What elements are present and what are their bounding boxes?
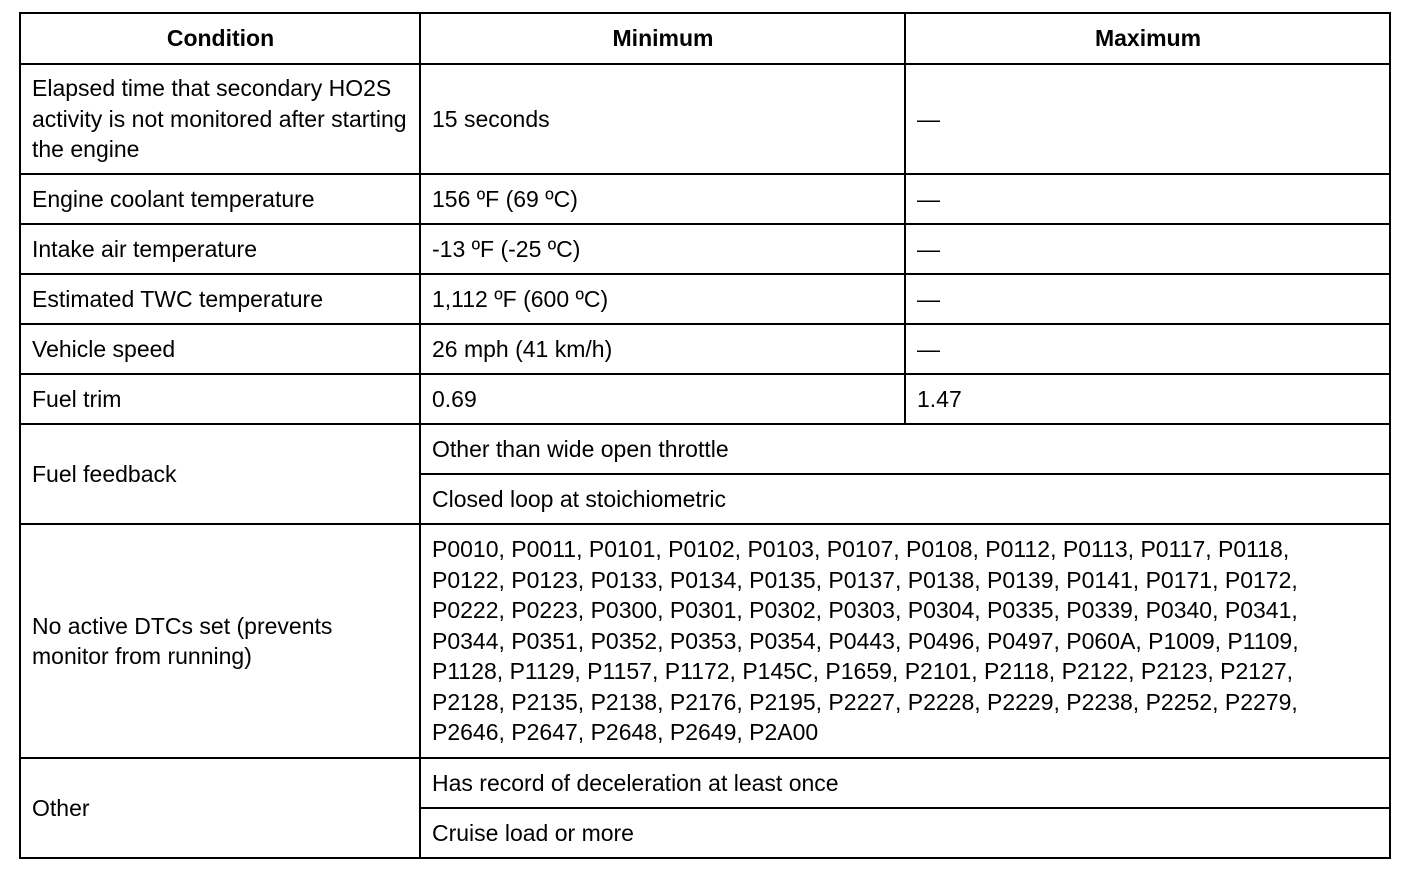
condition-cell: Fuel trim (20, 374, 420, 424)
minimum-cell: 0.69 (420, 374, 905, 424)
value-cell: Closed loop at stoichiometric (420, 474, 1390, 524)
value-cell: Has record of deceleration at least once (420, 758, 1390, 808)
table-row (20, 324, 1390, 374)
minimum-cell: 156 ºF (69 ºC) (420, 174, 905, 224)
table-row (20, 174, 1390, 224)
minimum-cell: 26 mph (41 km/h) (420, 324, 905, 374)
table-row (20, 524, 1390, 758)
condition-cell: Engine coolant temperature (20, 174, 420, 224)
dtc-list-cell (420, 524, 1390, 758)
header-minimum: Minimum (420, 13, 905, 64)
table-row (20, 758, 1390, 808)
header-maximum: Maximum (905, 13, 1390, 64)
dtc-line: P1128, P1129, P1157, P1172, P145C, P1659, P2101, P2118, P2122, P2123, P2127, (432, 658, 1294, 685)
header-row (20, 13, 1390, 64)
maximum-cell: 1.47 (905, 374, 1390, 424)
minimum-cell: 15 seconds (420, 64, 905, 174)
table-row (20, 64, 1390, 174)
dtc-line: P0222, P0223, P0300, P0301, P0302, P0303, P0304, P0335, P0339, P0340, P0341, (432, 597, 1298, 624)
table-row (20, 424, 1390, 474)
value-cell: Other than wide open throttle (420, 424, 1390, 474)
maximum-cell: — (905, 324, 1390, 374)
condition-cell: Vehicle speed (20, 324, 420, 374)
condition-cell: No active DTCs set (prevents monitor from running) (20, 524, 420, 758)
maximum-cell: — (905, 64, 1390, 174)
condition-cell: Fuel feedback (20, 424, 420, 524)
conditions-table (19, 12, 1391, 859)
maximum-cell: — (905, 274, 1390, 324)
header-condition: Condition (20, 13, 420, 64)
value-cell: Cruise load or more (420, 808, 1390, 858)
maximum-cell: — (905, 224, 1390, 274)
maximum-cell: — (905, 174, 1390, 224)
table-row (20, 374, 1390, 424)
condition-cell: Intake air temperature (20, 224, 420, 274)
condition-cell: Estimated TWC temperature (20, 274, 420, 324)
dtc-line: P2646, P2647, P2648, P2649, P2A00 (432, 719, 819, 746)
minimum-cell: 1,112 ºF (600 ºC) (420, 274, 905, 324)
condition-cell: Other (20, 758, 420, 858)
minimum-cell: -13 ºF (-25 ºC) (420, 224, 905, 274)
dtc-line: P0010, P0011, P0101, P0102, P0103, P0107, P0108, P0112, P0113, P0117, P0118, (432, 536, 1290, 563)
dtc-line: P2128, P2135, P2138, P2176, P2195, P2227, P2228, P2229, P2238, P2252, P2279, (432, 688, 1298, 715)
dtc-line: P0344, P0351, P0352, P0353, P0354, P0443, P0496, P0497, P060A, P1009, P1109, (432, 627, 1299, 654)
table-row (20, 274, 1390, 324)
condition-cell: Elapsed time that secondary HO2S activity is not monitored after starting the engine (20, 64, 420, 174)
table-row (20, 224, 1390, 274)
dtc-line: P0122, P0123, P0133, P0134, P0135, P0137, P0138, P0139, P0141, P0171, P0172, (432, 566, 1298, 593)
